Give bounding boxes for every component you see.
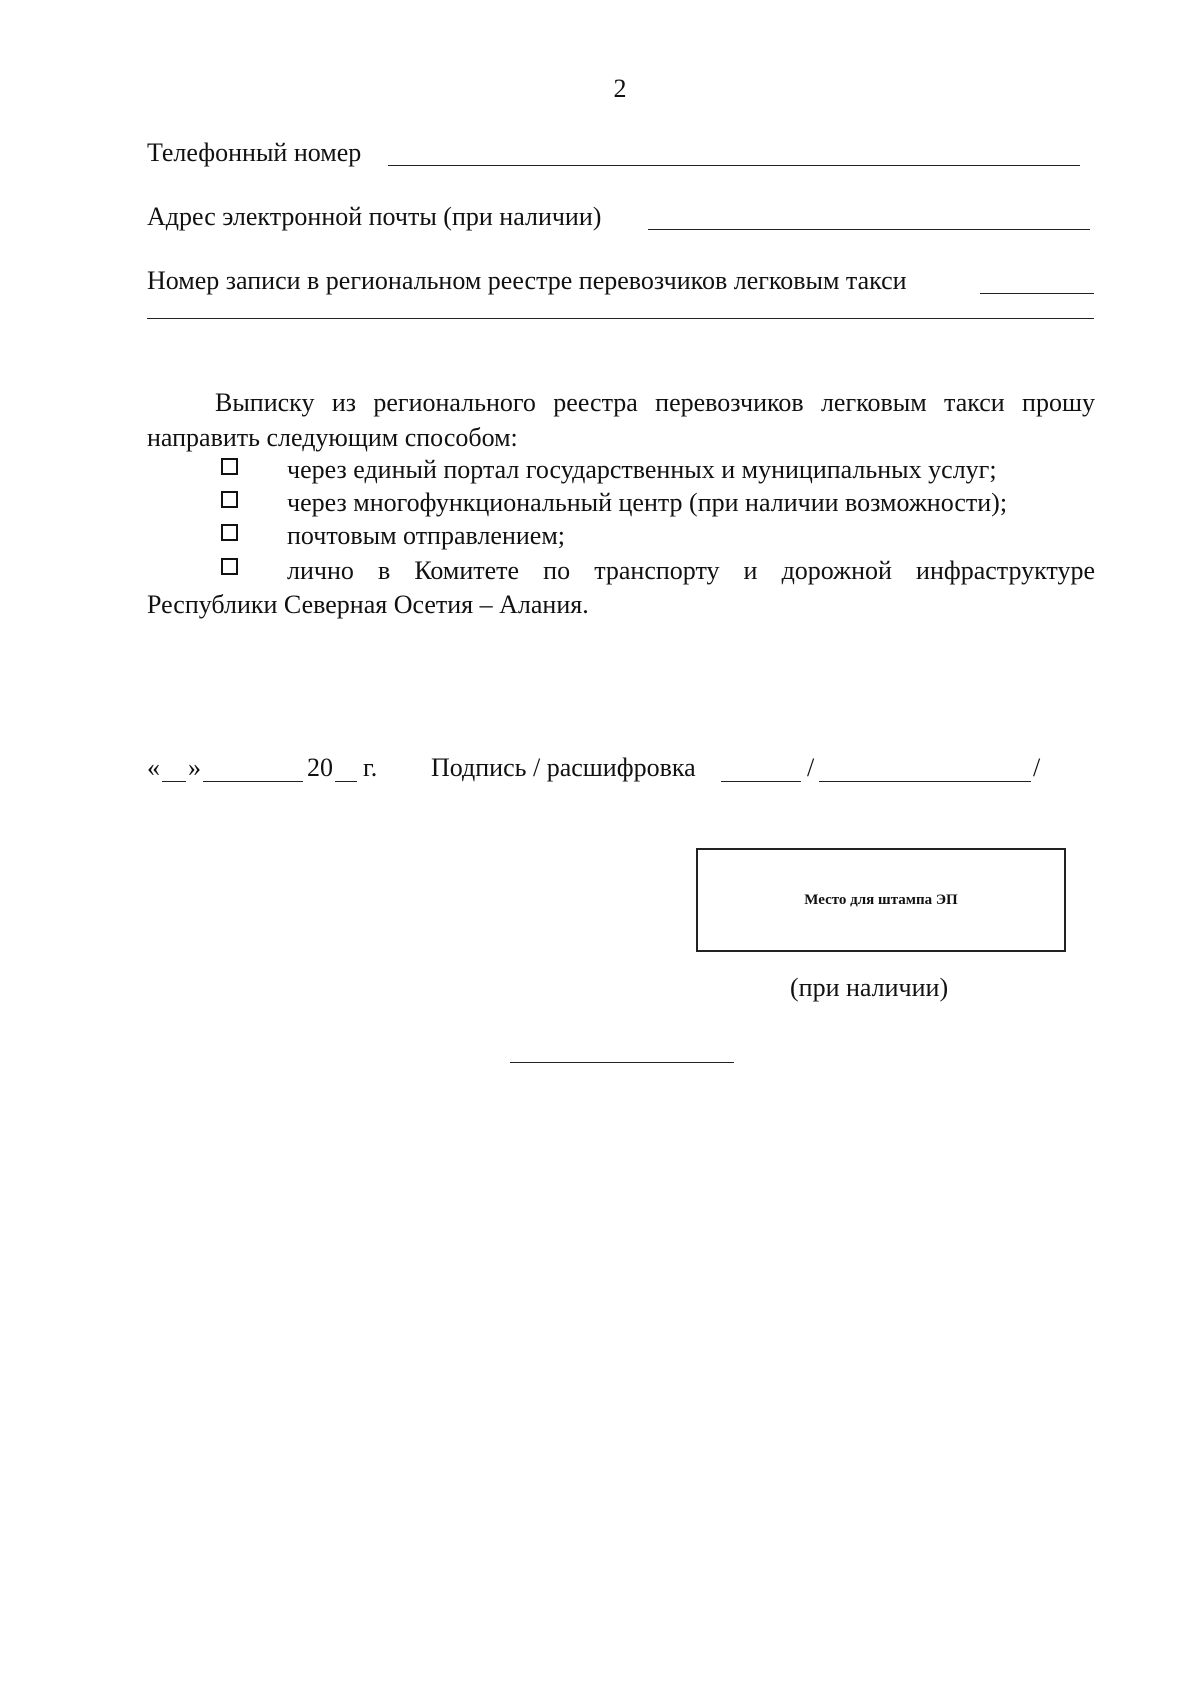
option-mfc-label: через многофункциональный центр (при наличии возможности); xyxy=(287,488,1008,517)
year-prefix: 20 xyxy=(307,753,333,782)
signature-slash-1: / xyxy=(807,753,815,782)
email-label: Адрес электронной почты (при наличии) xyxy=(147,202,602,231)
phone-label: Телефонный номер xyxy=(147,138,362,167)
checkbox-mfc[interactable] xyxy=(221,491,238,508)
phone-input-line[interactable] xyxy=(388,165,1080,166)
registry-number-continuation-line[interactable] xyxy=(147,318,1094,319)
year-input-line[interactable] xyxy=(335,781,357,782)
checkbox-portal[interactable] xyxy=(221,458,238,475)
bottom-divider xyxy=(510,1062,734,1063)
signature-slash-2: / xyxy=(1033,753,1041,782)
option-portal-label: через единый портал государственных и муниципальных услуг; xyxy=(287,455,997,484)
signature-decode-input-line[interactable] xyxy=(819,781,1031,782)
option-in-person-continuation: Республики Северная Осетия – Алания. xyxy=(147,590,589,619)
option-in-person-label: лично в Комитете по транспорту и дорожной инфраструктуре xyxy=(287,556,1095,585)
date-open-quote: « xyxy=(147,753,160,782)
email-input-line[interactable] xyxy=(648,229,1090,230)
month-input-line[interactable] xyxy=(203,781,303,782)
checkbox-post[interactable] xyxy=(221,524,238,541)
date-close-quote: » xyxy=(188,753,201,782)
stamp-box-text: Место для штампа ЭП xyxy=(804,891,958,908)
stamp-note: (при наличии) xyxy=(790,973,949,1002)
page-number: 2 xyxy=(613,74,627,103)
day-input-line[interactable] xyxy=(162,781,186,782)
checkbox-in-person[interactable] xyxy=(221,558,238,575)
registry-number-label: Номер записи в региональном реестре перевозчиков легковым такси xyxy=(147,266,907,295)
signature-row xyxy=(147,753,1087,787)
delivery-intro-line-2: направить следующим способом: xyxy=(147,423,518,452)
year-suffix: г. xyxy=(363,753,378,782)
registry-number-input-line[interactable] xyxy=(980,293,1094,294)
signature-input-line[interactable] xyxy=(721,781,801,782)
signature-label: Подпись / расшифровка xyxy=(431,753,696,782)
delivery-intro-line-1: Выписку из регионального реестра перевозчиков легковым такси прошу xyxy=(215,388,1095,417)
stamp-box xyxy=(696,848,1066,952)
option-post-label: почтовым отправлением; xyxy=(287,521,566,550)
